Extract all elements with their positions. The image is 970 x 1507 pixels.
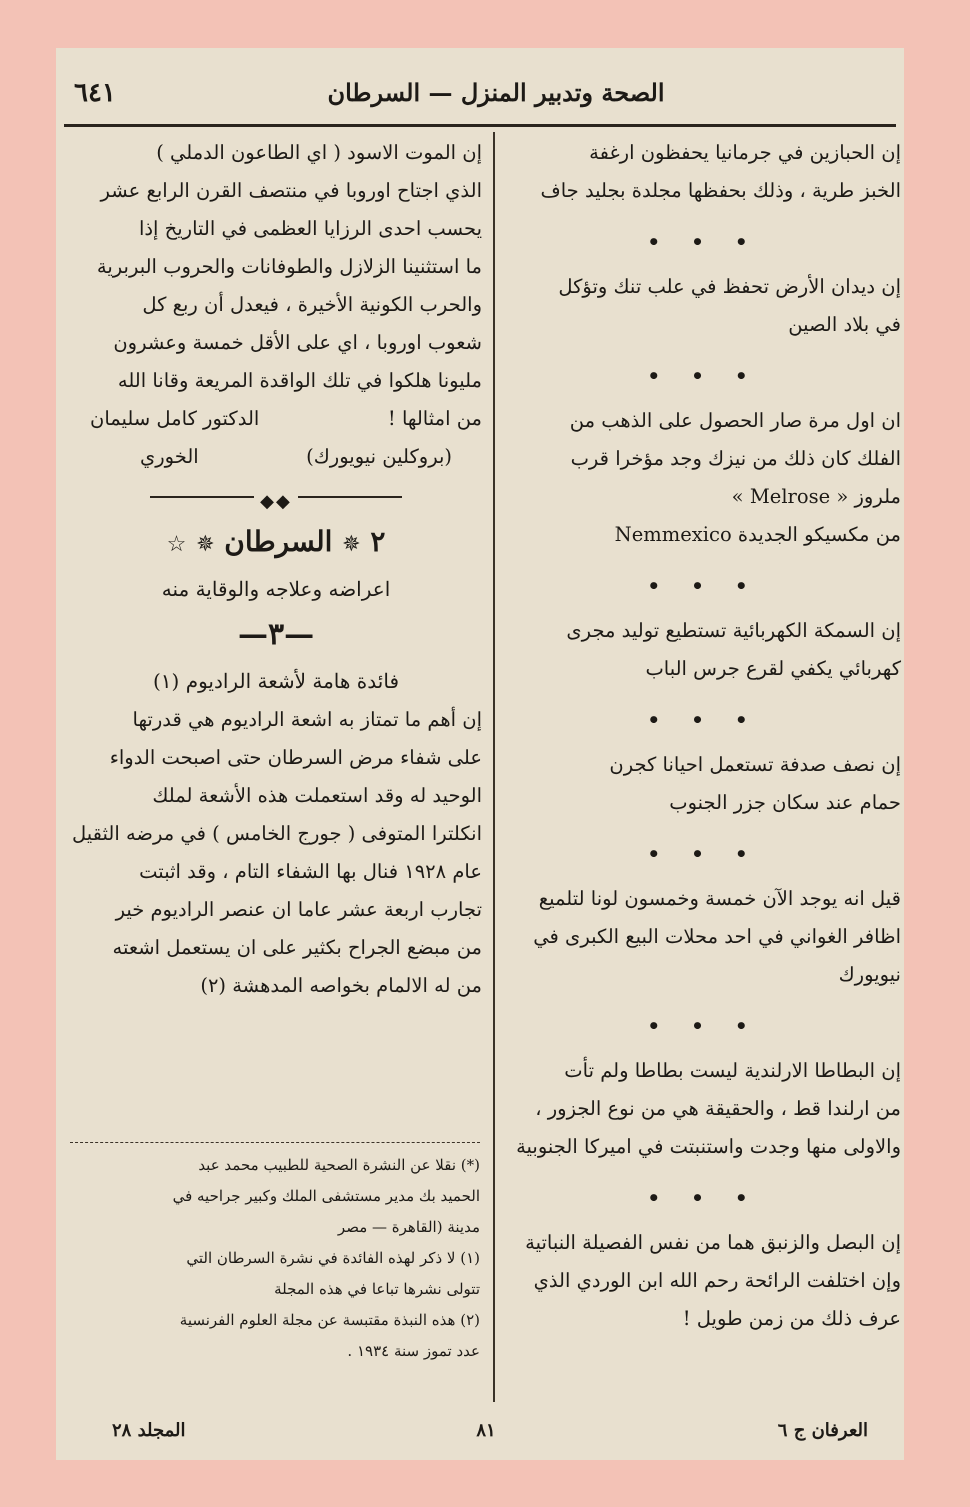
footnote-line: مدينة (القاهرة — مصر <box>337 1218 480 1236</box>
separator-dots: • • • <box>647 1014 760 1038</box>
separator-dots: • • • <box>647 1186 760 1210</box>
flourish-icon: ✵ <box>342 532 361 557</box>
entry-nail-polish <box>506 880 901 994</box>
entry-line: عرف ذلك من زمن طويل ! <box>682 1307 901 1330</box>
magazine-page <box>56 48 904 1460</box>
paragraph-line: الذي اجتاح اوروبا في منتصف القرن الرابع عشر <box>100 179 482 202</box>
black-death-paragraph <box>70 134 482 476</box>
entry-shell-bath <box>506 746 901 822</box>
entry-line: إن نصف صدفة تستعمل احيانا كجرن <box>609 753 901 776</box>
entry-line: كهربائي يكفي لقرع جرس الباب <box>645 657 901 680</box>
column-divider <box>493 132 495 1402</box>
entry-line: إن البصل والزنبق هما من نفس الفصيلة النباتية <box>525 1231 901 1254</box>
entry-line: الفلك كان ذلك من نيزك وجد مؤخرا قرب <box>570 447 901 470</box>
entry-line: إن ديدان الأرض تحفظ في علب تنك وتؤكل <box>558 275 901 298</box>
paragraph-line: يحسب احدى الرزايا العظمى في التاريخ إذا <box>138 217 482 240</box>
separator-dots: • • • <box>647 364 760 388</box>
asterisk-icon: ☆ <box>166 532 187 557</box>
entry-irish-potato <box>506 1052 901 1166</box>
entry-line: ملروز « Melrose » <box>731 485 901 508</box>
footnotes <box>70 1150 480 1367</box>
paragraph-line: والحرب الكونية الأخيرة ، فيعدل أن ربع كل <box>142 293 482 316</box>
footer-page-number: ٨١ <box>476 1420 496 1441</box>
entry-line: إن الحبازين في جرمانيا يحفظون ارغفة <box>589 141 901 164</box>
footnote-line: تتولى نشرها تباعا في هذه المجلة <box>274 1280 480 1298</box>
entry-bakers <box>506 134 901 210</box>
footer-journal: العرفان ج ٦ <box>777 1420 868 1441</box>
entry-earthworms <box>506 268 901 344</box>
paragraph-line: انكلترا المتوفى ( جورج الخامس ) في مرضه الثقيل <box>72 822 482 845</box>
author-surname: الخوري <box>140 445 199 468</box>
paragraph-line: إن الموت الاسود ( اي الطاعون الدملي ) <box>156 141 482 164</box>
header-rule <box>64 124 896 127</box>
footnote-line: الحميد بك مدير مستشفى الملك وكبير جراحيه في <box>172 1187 480 1205</box>
running-title: الصحة وتدبير المنزل — السرطان <box>327 78 665 107</box>
paragraph-line: إن أهم ما تمتاز به اشعة الراديوم هي قدرتها <box>132 708 482 731</box>
footer-volume: المجلد ٢٨ <box>112 1420 186 1441</box>
separator-dots: • • • <box>647 574 760 598</box>
author-location: (بروكلين نيويورك) <box>306 445 452 468</box>
paragraph-line: مليونا هلكوا في تلك الواقدة المريعة وقانا الله <box>117 369 482 392</box>
entry-line: والاولى منها وجدت واستنبتت في اميركا الجنوبية <box>516 1135 901 1158</box>
entry-gold-meteor <box>506 402 901 554</box>
signature-place-line <box>70 438 482 476</box>
ornament-glyph: ◆◆ <box>254 483 298 521</box>
entry-line: في بلاد الصين <box>788 313 901 336</box>
paragraph-line: تجارب اربعة عشر عاما ان عنصر الراديوم خير <box>115 898 482 921</box>
paragraph-line: من مبضع الجراح بكثير على ان يستعمل اشعته <box>112 936 482 959</box>
author-name: الدكتور كامل سليمان <box>90 407 260 430</box>
entry-line: إن البطاطا الارلندية ليست بطاطا ولم تأت <box>564 1059 901 1082</box>
paragraph-line: من امثالها ! <box>387 407 482 430</box>
page-header <box>56 78 904 118</box>
entry-line: الخبز طرية ، وذلك بحفظها مجلدة بجليد جاف <box>540 179 901 202</box>
separator-dots: • • • <box>647 708 760 732</box>
ornament-divider <box>70 482 482 514</box>
separator-dots: • • • <box>647 230 760 254</box>
paragraph-line: من له الالمام بخواصه المدهشة (٢) <box>200 974 482 997</box>
entry-line: من مكسيكو الجديدة Nemmexico <box>614 523 901 546</box>
left-column <box>70 134 482 1005</box>
section-heading: فائدة هامة لأشعة الراديوم (١) <box>152 669 400 693</box>
entry-onion-lily <box>506 1224 901 1338</box>
entry-line: حمام عند سكان جزر الجنوب <box>669 791 901 814</box>
footnote-line: عدد تموز سنة ١٩٣٤ . <box>347 1342 480 1360</box>
signature-line <box>70 400 482 438</box>
footnotes-rule <box>70 1142 480 1143</box>
section-subtitle: اعراضه وعلاجه والوقاية منه <box>161 577 391 601</box>
paragraph-line: عام ١٩٢٨ فنال بها الشفاء التام ، وقد اثبتت <box>139 860 482 883</box>
section-number: —٣— <box>237 617 315 652</box>
footnote-line: (*) نقلا عن النشرة الصحية للطبيب محمد عبد <box>198 1156 480 1174</box>
entry-electric-fish <box>506 612 901 688</box>
right-column <box>506 134 901 1344</box>
entry-line: اظافر الغواني في احد محلات البيع الكبرى في <box>533 925 901 948</box>
paragraph-line: على شفاء مرض السرطان حتى اصبحت الدواء <box>109 746 482 769</box>
paragraph-line: الوحيد له وقد استعملت هذه الأشعة لملك <box>152 784 482 807</box>
separator-dots: • • • <box>647 842 760 866</box>
flourish-icon: ✵ <box>196 532 215 557</box>
radium-paragraph <box>70 701 482 1005</box>
entry-line: وإن اختلفت الرائحة رحم الله ابن الوردي الذي <box>533 1269 901 1292</box>
paragraph-line: شعوب اوروبا ، اي على الأقل خمسة وعشرون <box>113 331 482 354</box>
entry-line: قيل انه يوجد الآن خمسة وخمسون لونا لتلميع <box>538 887 901 910</box>
page-footer <box>56 1420 904 1450</box>
paragraph-line: ما استثنينا الزلازل والطوفانات والحروب البربرية <box>96 255 482 278</box>
footnote-line: (١) لا ذكر لهذه الفائدة في نشرة السرطان التي <box>186 1249 480 1267</box>
page-number: ٦٤١ <box>74 78 116 108</box>
footnote-line: (٢) هذه النبذة مقتبسة عن مجلة العلوم الفرنسية <box>179 1311 480 1329</box>
section-title-text: السرطان <box>224 525 333 558</box>
entry-line: من ارلندا قط ، والحقيقة هي من نوع الجزور ، <box>535 1097 901 1120</box>
entry-line: نيويورك <box>838 963 901 986</box>
section-title <box>70 518 482 569</box>
section-title-number: ٢ <box>370 525 386 558</box>
entry-line: ان اول مرة صار الحصول على الذهب من <box>569 409 901 432</box>
entry-line: إن السمكة الكهربائية تستطيع توليد مجرى <box>566 619 901 642</box>
